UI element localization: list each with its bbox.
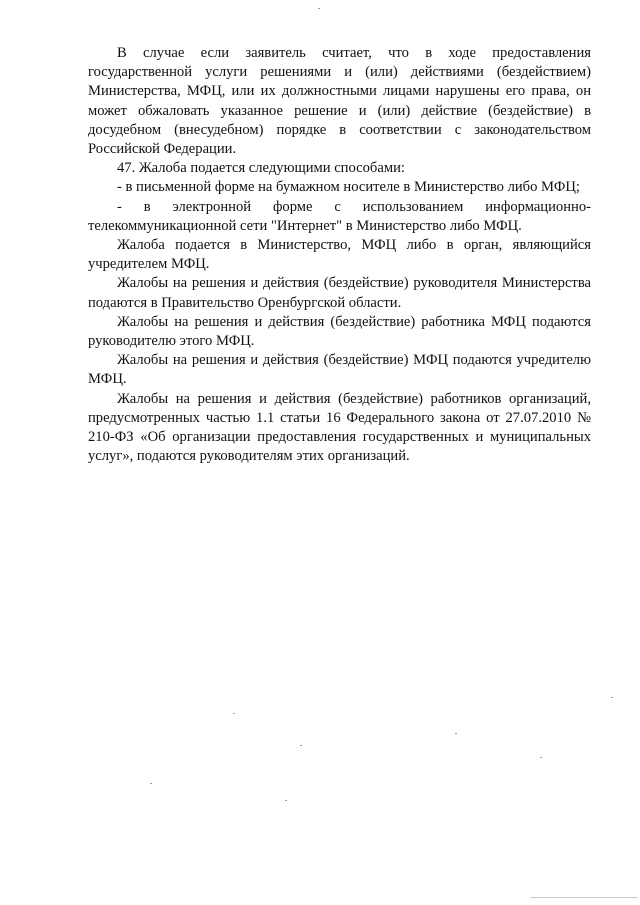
list-item-electronic-form: - в электронной форме с использованием информационно-телекоммуникационной сети "Интернет" в Министерство либо МФЦ. xyxy=(88,198,591,234)
scan-speck xyxy=(318,8,320,9)
scan-edge-mark xyxy=(530,897,638,898)
paragraph-organization-complaints: Жалобы на решения и действия (бездействие) работников организаций, предусмотренных частью 1.1 статьи 16 Федерального закона от 27.07.2010 № 210-ФЗ «Об организации предоставления государственных и муниципальных услуг», подаются руководителям этих организаций. xyxy=(88,390,591,465)
scan-speck xyxy=(300,745,302,746)
paragraph-minister-complaints: Жалобы на решения и действия (бездействие) руководителя Министерства подаются в Правительство Оренбургской области. xyxy=(88,275,591,311)
scan-speck xyxy=(233,713,235,714)
paragraph-complaint-recipients: Жалоба подается в Министерство, МФЦ либо в орган, являющийся учредителем МФЦ. xyxy=(88,237,591,273)
list-item-written-form: - в письменной форме на бумажном носителе в Министерство либо МФЦ; xyxy=(117,179,580,196)
document-body xyxy=(88,44,591,466)
scan-speck xyxy=(611,697,613,698)
paragraph-appeal-right: В случае если заявитель считает, что в ходе предоставления государственной услуги решениями и (или) действиями (бездействием) Министерства, МФЦ, или их должностными лицами нарушены его права, он может обжаловать указанное решение и (или) действие (бездействие) в досудебном (внесудебном) порядке в соответствии с законодательством Российской Федерации. xyxy=(88,45,591,158)
scan-speck xyxy=(285,800,287,801)
scan-speck xyxy=(540,757,542,758)
scan-speck xyxy=(455,733,457,734)
paragraph-mfc-employee-complaints: Жалобы на решения и действия (бездействие) работника МФЦ подаются руководителю этого МФЦ. xyxy=(88,313,591,350)
paragraph-mfc-complaints: Жалобы на решения и действия (бездействие) МФЦ подаются учредителю МФЦ. xyxy=(88,352,591,388)
scan-speck xyxy=(150,783,152,784)
paragraph-complaint-methods: 47. Жалоба подается следующими способами: xyxy=(117,160,405,177)
